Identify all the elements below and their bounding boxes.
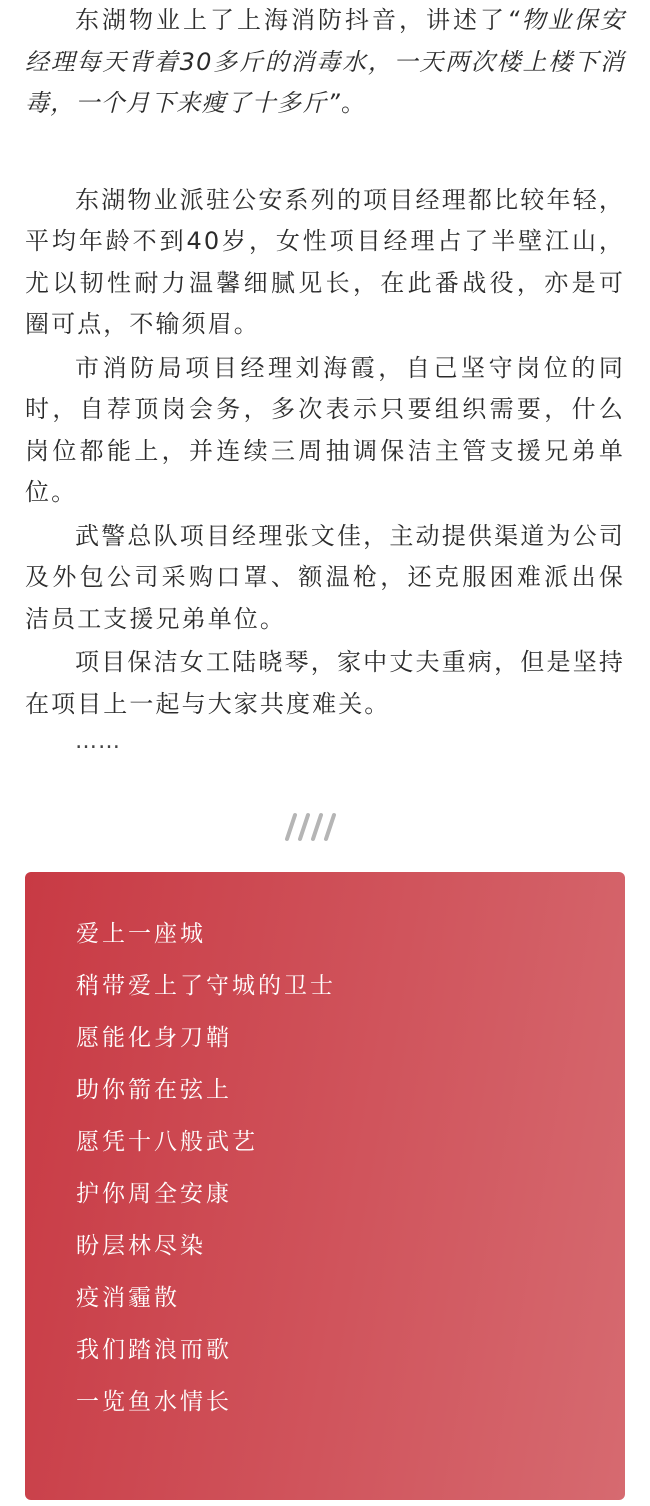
poem-line: 稍带爱上了守城的卫士 [76, 973, 336, 999]
slash-divider-icon [277, 812, 345, 842]
paragraph-liu-haixia: 市消防局项目经理刘海霞，自己坚守岗位的同时，自荐顶岗会务，多次表示只要组织需要，什么岗位都能上，并连续三周抽调保洁主管支援兄弟单位。 [25, 353, 625, 506]
poem-card [25, 872, 625, 1500]
poem-line: 愿能化身刀鞘 [76, 1025, 232, 1051]
paragraph-douyin-text: 东湖物业上了上海消防抖音，讲述了 [75, 6, 507, 34]
poem-line: 一览鱼水情长 [76, 1389, 232, 1415]
poem-list [76, 908, 336, 1428]
paragraph-douyin [25, 0, 625, 125]
poem-line: 疫消霾散 [76, 1285, 180, 1311]
poem-line: 我们踏浪而歌 [76, 1337, 232, 1363]
poem-line: 愿凭十八般武艺 [76, 1129, 258, 1155]
paragraph-douyin-end: 。 [341, 89, 368, 117]
paragraph-douyin-quote: “物业保安经理每天背着30多斤的消毒水，一天两次楼上楼下消毒，一个月下来瘦了十多斤” [25, 6, 625, 117]
poem-line: 助你箭在弦上 [76, 1077, 232, 1103]
paragraph-zhang-wenjia: 武警总队项目经理张文佳，主动提供渠道为公司及外包公司采购口罩、额温枪，还克服困难派出保洁员工支援兄弟单位。 [25, 521, 625, 633]
paragraph-managers: 东湖物业派驻公安系列的项目经理都比较年轻，平均年龄不到40岁，女性项目经理占了半壁江山，尤以韧性耐力温馨细腻见长，在此番战役，亦是可圈可点，不输须眉。 [25, 185, 625, 338]
paragraph-ellipsis: …… [75, 729, 121, 754]
poem-line: 盼层林尽染 [76, 1233, 206, 1259]
poem-line: 爱上一座城 [76, 921, 206, 947]
paragraph-lu-xiaoqin: 项目保洁女工陆晓琴，家中丈夫重病，但是坚持在项目上一起与大家共度难关。 [25, 648, 625, 718]
article-body [25, 0, 625, 757]
poem-line: 护你周全安康 [76, 1181, 232, 1207]
